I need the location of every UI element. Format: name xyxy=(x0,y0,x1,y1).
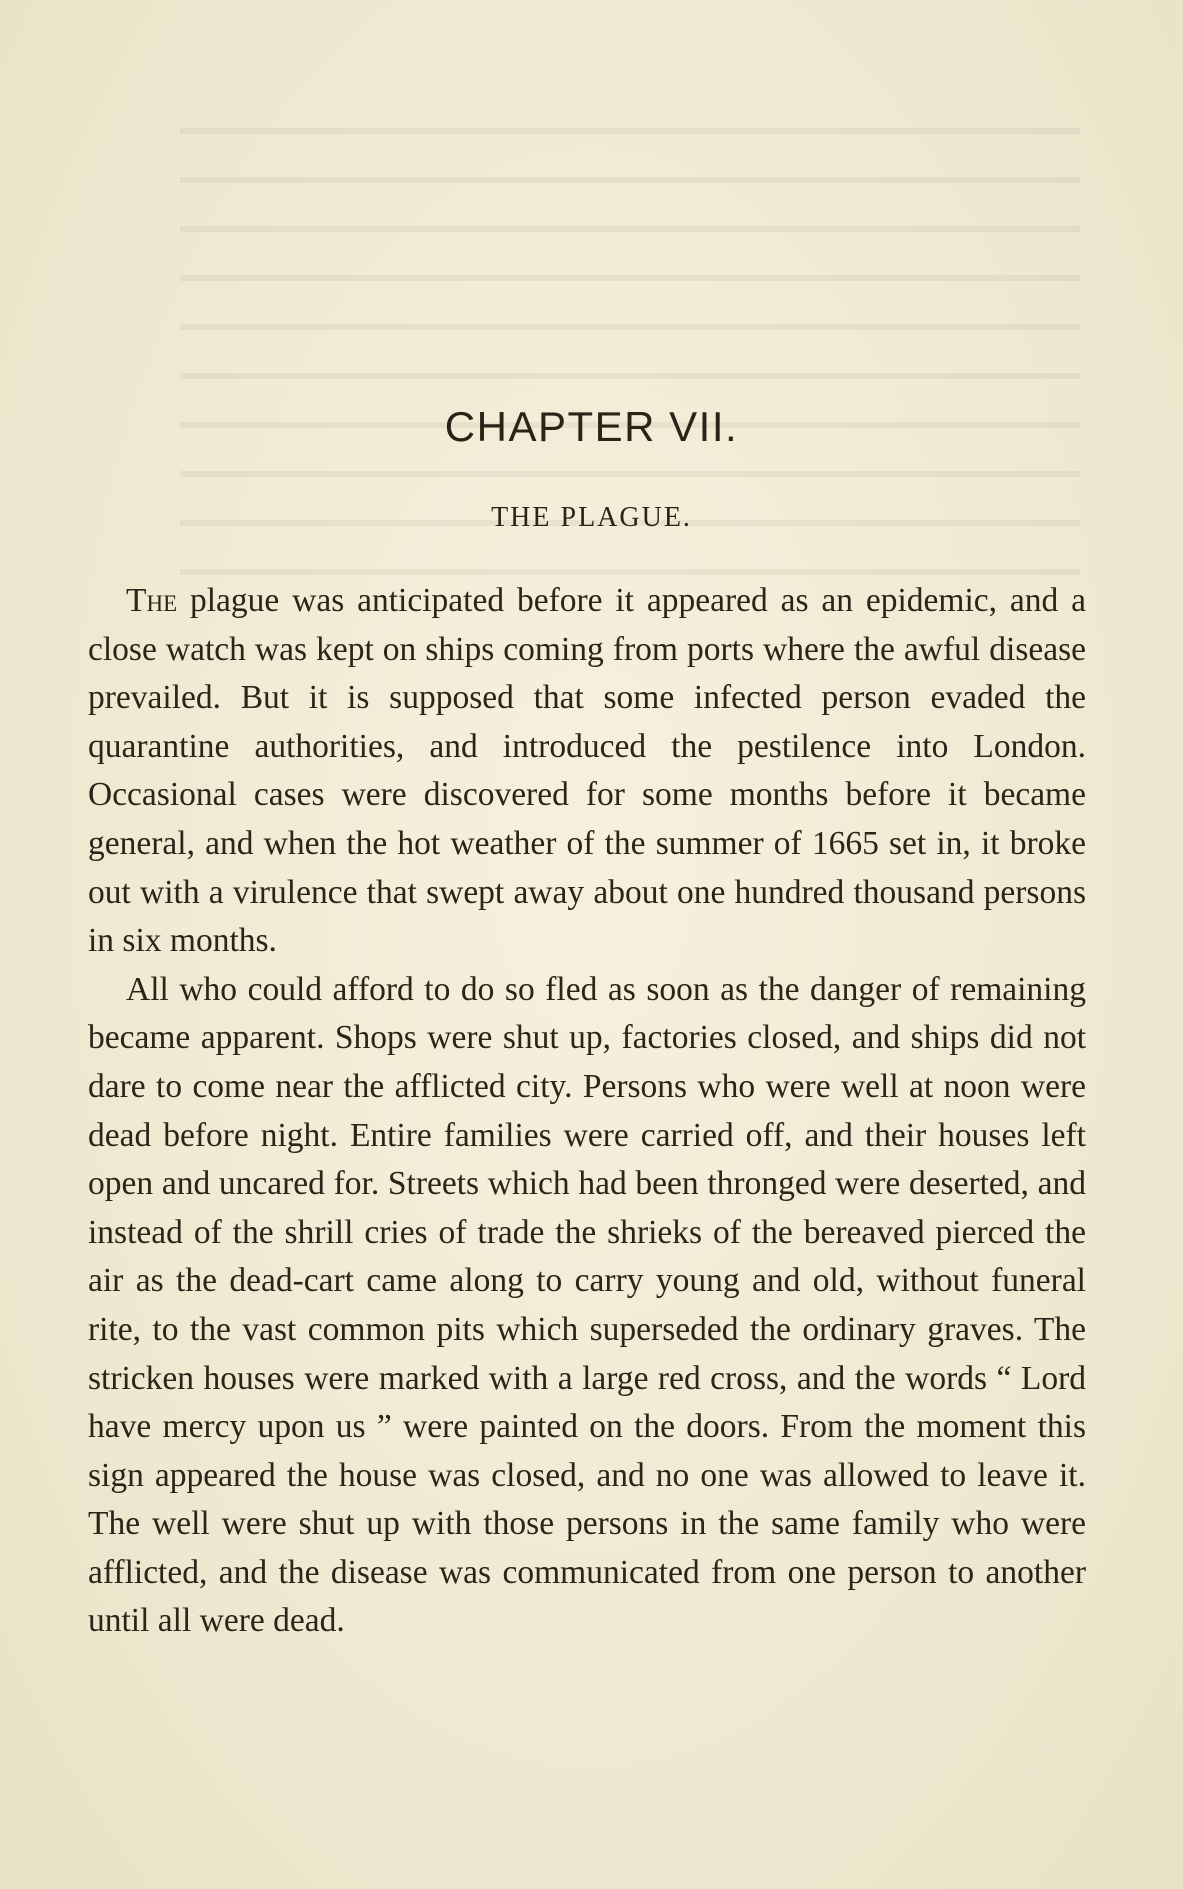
chapter-subtitle: THE PLAGUE. xyxy=(491,502,692,533)
paragraph-lead-word: The xyxy=(126,582,178,619)
chapter-heading: CHAPTER VII. xyxy=(444,403,739,450)
paragraph-2 xyxy=(88,966,1086,1646)
body-text xyxy=(88,577,1086,1646)
paragraph-text: All who could afford to do so fled as soon as the danger of remaining became apparent. Shops were shut up, factories closed, and ships did not dare to come near the afflicted city. Persons who were well at noon were dead before night. Entire families were carried off, and their houses left open and uncared for. Streets which had been thronged were deserted, and instead of the shrill cries of trade the shrieks of the bereaved pierced the air as the dead-cart came along to carry young and old, without funeral rite, to the vast common pits which superseded the ordinary graves. The stricken houses were marked with a large red cross, and the words “ Lord have mercy upon us ” were painted on the doors. From the moment this sign appeared the house was closed, and no one was allowed to leave it. The well were shut up with those persons in the same family who were afflicted, and the disease was communicated from one person to another until all were dead. xyxy=(88,970,1086,1640)
paragraph-1 xyxy=(88,577,1086,966)
paragraph-text: plague was anticipated before it appeared as an epidemic, and a close watch was kept on ships coming from ports where the awful disease prevailed. But it is supposed that some infected person evaded the quarantine authorities, and introduced the pestilence into London. Occasional cases were discovered for some months before it became general, and when the hot weather of the summer of 1665 set in, it broke out with a virulence that swept away about one hundred thousand persons in six months. xyxy=(88,582,1086,960)
